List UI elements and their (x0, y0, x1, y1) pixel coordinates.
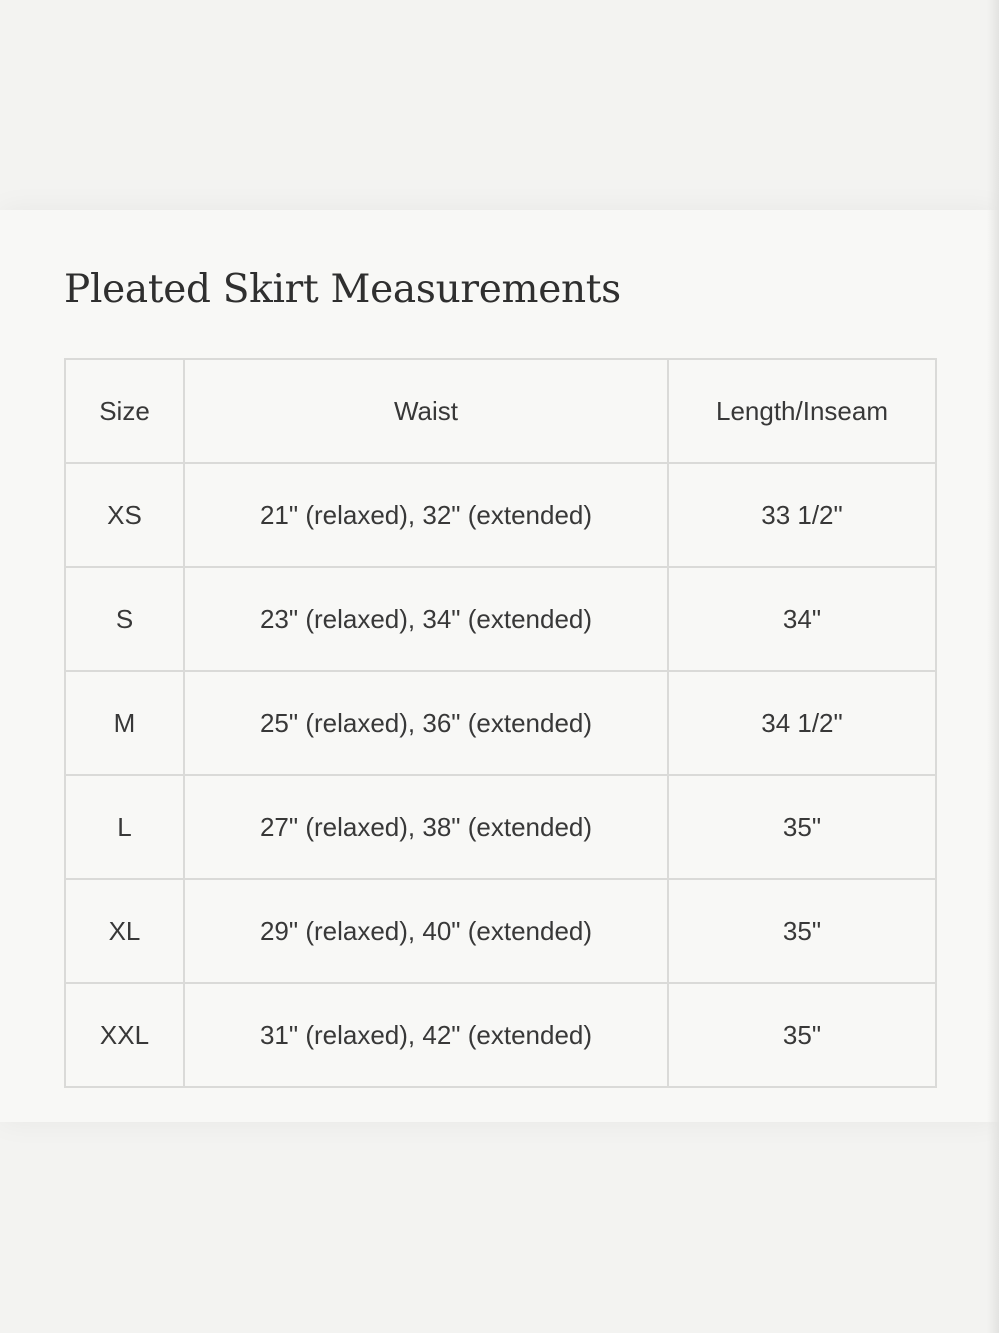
table-row (65, 567, 936, 671)
column-header-size: Size (65, 359, 184, 463)
size-cell: XL (65, 879, 184, 983)
waist-cell: 27" (relaxed), 38" (extended) (184, 775, 668, 879)
waist-cell: 21" (relaxed), 32" (extended) (184, 463, 668, 567)
column-header-length: Length/Inseam (668, 359, 936, 463)
size-cell: L (65, 775, 184, 879)
table-row (65, 879, 936, 983)
column-header-waist: Waist (184, 359, 668, 463)
size-chart-table (64, 358, 937, 1088)
length-cell: 35" (668, 983, 936, 1087)
table-header-row (65, 359, 936, 463)
length-cell: 34 1/2" (668, 671, 936, 775)
waist-cell: 31" (relaxed), 42" (extended) (184, 983, 668, 1087)
table-row (65, 671, 936, 775)
waist-cell: 25" (relaxed), 36" (extended) (184, 671, 668, 775)
page-title: Pleated Skirt Measurements (64, 267, 621, 312)
size-cell: M (65, 671, 184, 775)
size-cell: XXL (65, 983, 184, 1087)
size-cell: S (65, 567, 184, 671)
length-cell: 34" (668, 567, 936, 671)
length-cell: 33 1/2" (668, 463, 936, 567)
table-row (65, 775, 936, 879)
size-cell: XS (65, 463, 184, 567)
waist-cell: 29" (relaxed), 40" (extended) (184, 879, 668, 983)
length-cell: 35" (668, 775, 936, 879)
table-row (65, 463, 936, 567)
table-row (65, 983, 936, 1087)
length-cell: 35" (668, 879, 936, 983)
waist-cell: 23" (relaxed), 34" (extended) (184, 567, 668, 671)
